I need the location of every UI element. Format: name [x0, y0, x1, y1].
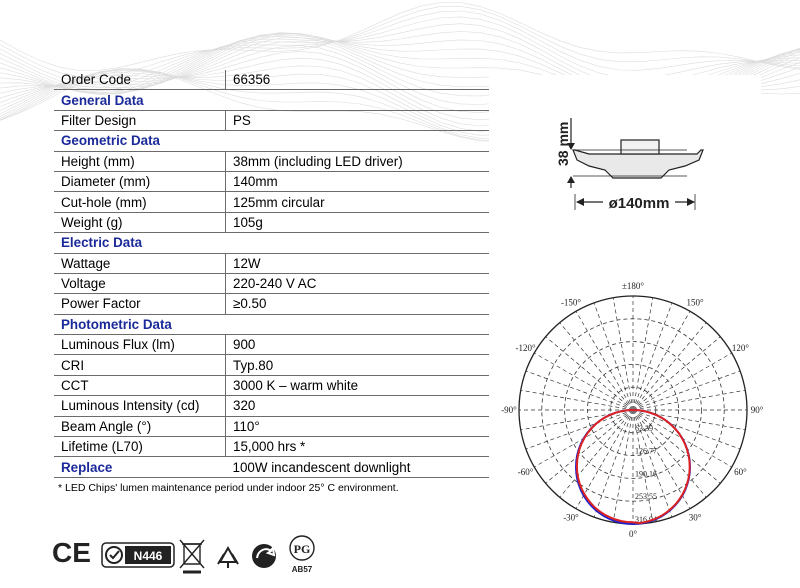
spec-row — [54, 375, 489, 395]
section-spacer — [226, 90, 490, 110]
wave-line — [0, 6, 800, 77]
spec-value: 140mm — [226, 171, 490, 191]
spec-value: 66356 — [226, 70, 490, 90]
spec-row — [54, 416, 489, 436]
certification-marks — [52, 524, 332, 584]
spec-row — [54, 110, 489, 130]
polar-angle-label: -60° — [517, 467, 534, 477]
n446-mark-icon — [102, 543, 174, 567]
polar-diagram — [488, 282, 778, 552]
polar-angle-label: ±180° — [621, 282, 645, 291]
polar-angle-label: 90° — [750, 405, 764, 415]
spec-label: CCT — [54, 375, 226, 395]
polar-angle-label: -120° — [515, 343, 536, 353]
spec-row — [54, 192, 489, 212]
spec-table — [54, 70, 489, 478]
spec-row — [54, 355, 489, 375]
spec-row — [54, 335, 489, 355]
polar-angle-label: 150° — [686, 297, 704, 308]
footnote: * LED Chips' lumen maintenance period under indoor 25° C environment. — [58, 482, 399, 494]
polar-ring-label: 190.16 — [635, 469, 657, 479]
spec-label: Filter Design — [54, 110, 226, 130]
section-row — [54, 457, 489, 477]
section-row — [54, 233, 489, 253]
section-row — [54, 314, 489, 334]
spec-label: Lifetime (L70) — [54, 437, 226, 457]
spec-label: Wattage — [54, 253, 226, 273]
section-spacer — [226, 314, 490, 334]
spec-value: 900 — [226, 335, 490, 355]
height-label: 38 mm — [555, 121, 571, 166]
recycle-icon — [218, 548, 238, 568]
spec-value: 12W — [226, 253, 490, 273]
spec-label: Cut-hole (mm) — [54, 192, 226, 212]
polar-angle-label: -90° — [501, 405, 517, 415]
spec-row — [54, 437, 489, 457]
polar-angle-label: 120° — [731, 343, 749, 353]
spec-value: 100W incandescent downlight — [226, 457, 490, 477]
spec-label: Weight (g) — [54, 212, 226, 232]
n446-label: N446 — [133, 549, 163, 563]
spec-value: 15,000 hrs * — [226, 437, 490, 457]
section-row — [54, 131, 489, 151]
spec-value: 3000 K – warm white — [226, 375, 490, 395]
spec-value: 125mm circular — [226, 192, 490, 212]
spec-value: ≥0.50 — [226, 294, 490, 314]
section-spacer — [226, 131, 490, 151]
spec-row — [54, 151, 489, 171]
spec-row — [54, 294, 489, 314]
spec-value: 320 — [226, 396, 490, 416]
dimension-drawing — [555, 110, 715, 220]
spec-label: Beam Angle (°) — [54, 416, 226, 436]
polar-angle-label: 30° — [688, 512, 702, 523]
spec-row — [54, 253, 489, 273]
spec-row — [54, 212, 489, 232]
polar-ring-label: 316.94 — [635, 515, 657, 524]
driver-box — [621, 140, 659, 154]
pg-mark-icon — [290, 536, 314, 574]
pg-label: PG — [293, 542, 311, 556]
spec-value: Typ.80 — [226, 355, 490, 375]
polar-angle-label: -150° — [560, 297, 582, 308]
weee-bin-icon — [180, 540, 204, 572]
spec-value: 110° — [226, 416, 490, 436]
ab57-label: AB57 — [291, 565, 313, 574]
spec-value: 105g — [226, 212, 490, 232]
section-title: Replace — [54, 457, 226, 477]
section-title: Geometric Data — [54, 131, 226, 151]
polar-ring-label: 253.55 — [635, 492, 657, 502]
section-title: Electric Data — [54, 233, 226, 253]
polar-angle-label: 0° — [628, 529, 638, 539]
spec-label: Voltage — [54, 273, 226, 293]
rohs-icon — [252, 544, 276, 568]
polar-angle-label: 60° — [734, 467, 747, 477]
spec-label: Luminous Flux (lm) — [54, 335, 226, 355]
diameter-label: ø140mm — [608, 195, 670, 212]
ce-mark-icon: CE — [52, 537, 91, 568]
spec-value: 220-240 V AC — [226, 273, 490, 293]
spec-row — [54, 396, 489, 416]
polar-ring-label: 63.39 — [635, 423, 653, 433]
wave-line — [0, 3, 800, 71]
spec-value: 38mm (including LED driver) — [226, 151, 490, 171]
spec-row — [54, 171, 489, 191]
section-spacer — [226, 233, 490, 253]
section-title: General Data — [54, 90, 226, 110]
spec-label: Power Factor — [54, 294, 226, 314]
polar-ring-label: 126.77 — [635, 446, 657, 456]
spec-label: Luminous Intensity (cd) — [54, 396, 226, 416]
polar-angle-label: -30° — [563, 512, 579, 523]
spec-row — [54, 70, 489, 90]
spec-label: Height (mm) — [54, 151, 226, 171]
spec-row — [54, 273, 489, 293]
spec-label: Diameter (mm) — [54, 171, 226, 191]
spec-value: PS — [226, 110, 490, 130]
spec-label: CRI — [54, 355, 226, 375]
section-title: Photometric Data — [54, 314, 226, 334]
section-row — [54, 90, 489, 110]
spec-label: Order Code — [61, 72, 131, 88]
